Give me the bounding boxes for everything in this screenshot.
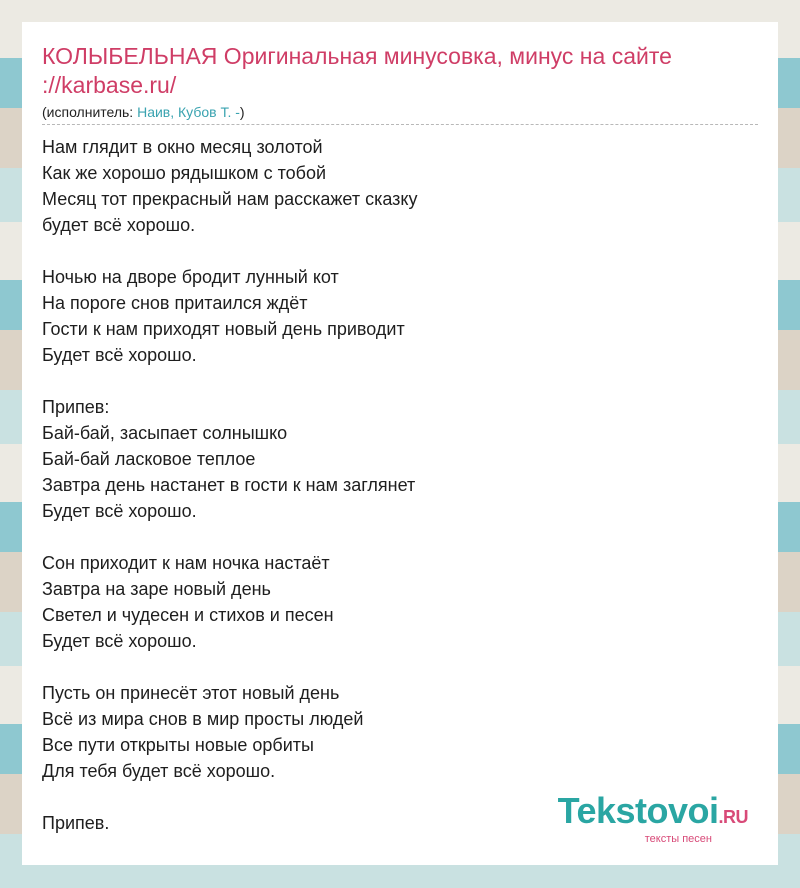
- lyric-line: Гости к нам приходят новый день приводит: [42, 319, 405, 339]
- lyric-line: Бай-бай ласковое теплое: [42, 449, 256, 469]
- lyric-line: Будет всё хорошо.: [42, 345, 197, 365]
- lyric-line: Будет всё хорошо.: [42, 501, 197, 521]
- lyric-line: Нам глядит в окно месяц золотой: [42, 137, 323, 157]
- stanza-gap: [42, 654, 758, 680]
- lyric-line: Всё из мира снов в мир просты людей: [42, 709, 364, 729]
- logo-name: Tekstovoi: [557, 790, 719, 831]
- logo-tld: .RU: [718, 807, 748, 827]
- lyric-line: Светел и чудесен и стихов и песен: [42, 605, 334, 625]
- lyric-line: Припев.: [42, 813, 110, 833]
- lyric-line: Сон приходит к нам ночка настаёт: [42, 553, 330, 573]
- lyric-line: Как же хорошо рядышком с тобой: [42, 163, 327, 183]
- meta-prefix: (исполнитель:: [42, 104, 138, 120]
- lyric-line: Завтра на заре новый день: [42, 579, 271, 599]
- lyric-line: Завтра день настанет в гости к нам заглянет: [42, 475, 416, 495]
- stanza-gap: [42, 238, 758, 264]
- lyric-line: Припев:: [42, 397, 110, 417]
- lyric-line: На пороге снов притаился ждёт: [42, 293, 308, 313]
- lyric-line: Будет всё хорошо.: [42, 631, 197, 651]
- song-title: КОЛЫБЕЛЬНАЯ Оригинальная минусовка, минус на сайте ://karbase.ru/: [42, 43, 672, 98]
- artist-link[interactable]: Наив, Кубов Т. -: [137, 104, 240, 120]
- logo-wordmark: [557, 790, 748, 835]
- lyric-line: Бай-бай, засыпает солнышко: [42, 423, 288, 443]
- lyrics-card: [22, 22, 778, 865]
- site-logo[interactable]: [557, 790, 748, 845]
- meta-suffix: ): [239, 104, 245, 120]
- lyric-line: будет всё хорошо.: [42, 215, 196, 235]
- lyric-line: Месяц тот прекрасный нам расскажет сказку: [42, 189, 418, 209]
- lyric-line: Пусть он принесёт этот новый день: [42, 683, 340, 703]
- lyric-line: Для тебя будет всё хорошо.: [42, 761, 276, 781]
- lyric-line: Все пути открыты новые орбиты: [42, 735, 314, 755]
- stanza-gap: [42, 524, 758, 550]
- lyric-line: Ночью на дворе бродит лунный кот: [42, 267, 339, 287]
- stanza-gap: [42, 368, 758, 394]
- lyrics-body: [42, 134, 758, 836]
- logo-tagline: тексты песен: [644, 833, 712, 845]
- song-meta: [42, 104, 758, 125]
